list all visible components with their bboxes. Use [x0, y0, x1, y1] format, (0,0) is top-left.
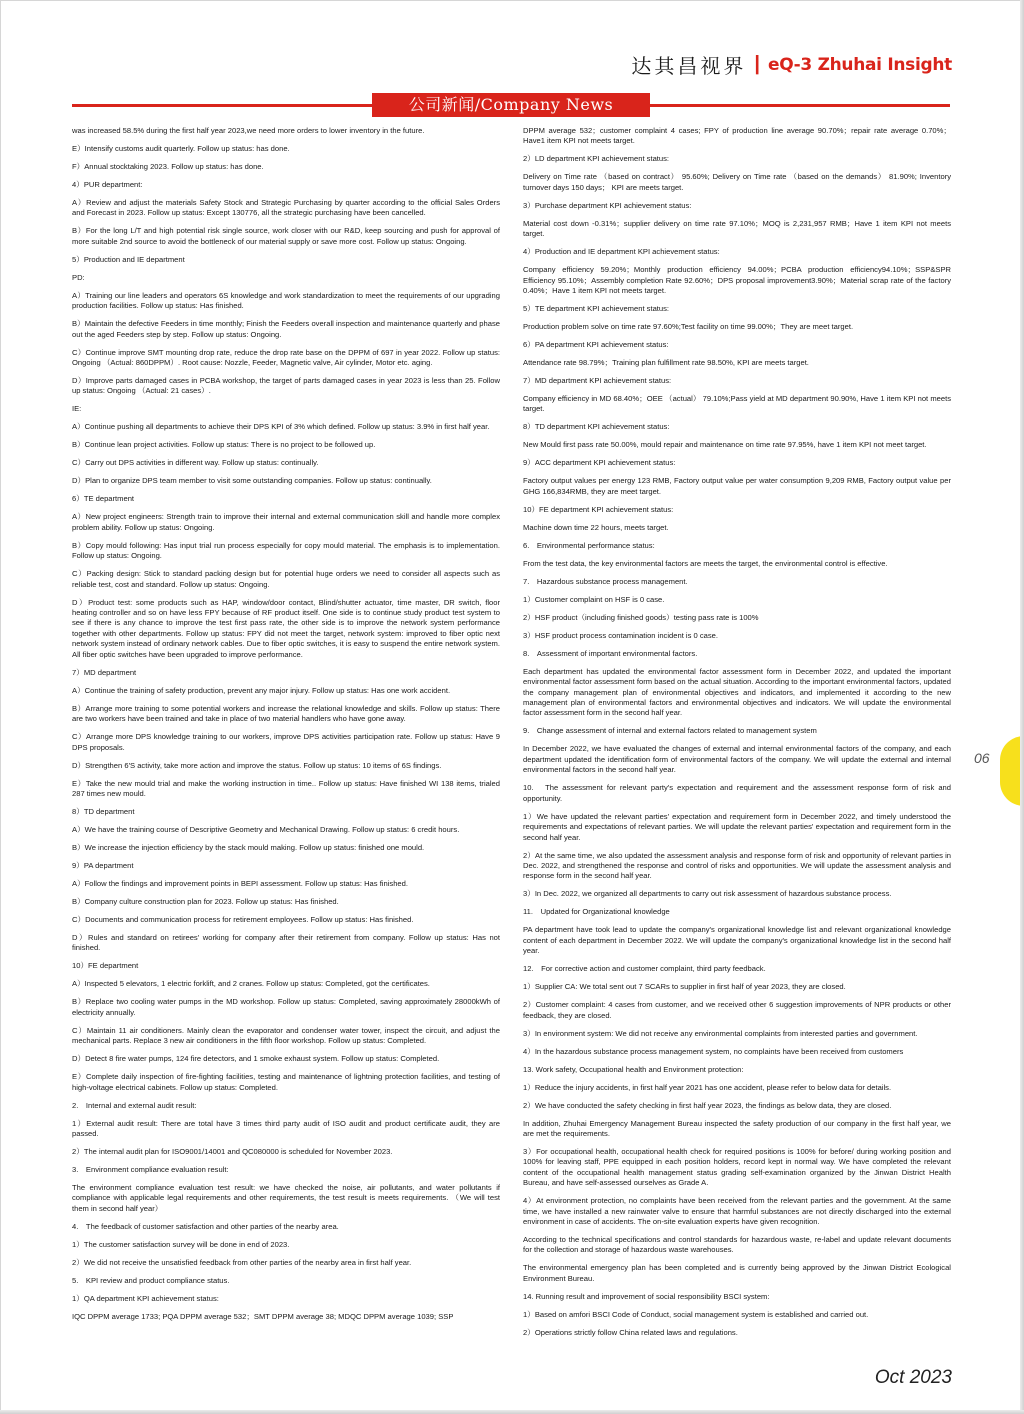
- masthead: [631, 50, 952, 79]
- paragraph: 9. Change assessment of internal and external factors related to management system: [523, 726, 817, 736]
- paragraph: IE:: [72, 404, 82, 414]
- paragraph: Machine down time 22 hours, meets target.: [523, 522, 669, 532]
- paragraph: A）Continue pushing all departments to achieve their DPS KPI of 3% which defined. Follow up status: 3.9% in first half year.: [72, 422, 490, 432]
- paragraph: In addition, Zhuhai Emergency Management Bureau inspected the safety production of our company in the first half year, we are met the requirements.: [523, 1118, 951, 1138]
- paragraph: 12. For corrective action and customer complaint, third party feedback.: [523, 964, 766, 974]
- paragraph: 3）HSF product process contamination incident is 0 case.: [523, 630, 719, 640]
- paragraph: F）Annual stocktaking 2023. Follow up status: has done.: [72, 162, 264, 171]
- paragraph: E）Complete daily inspection of fire-fighting facilities, testing and maintenance of lightning protection facilities, and testing of high-voltage electrical cabinets. Follow up status: Completed.: [72, 1072, 500, 1092]
- paragraph: 3）For occupational health, occupational health check for required positions is 100% for before/ during working position and 100% for leaving staff, PPE equipped in each position holders, record kept in normal way. We have completed the relevant content of the occupational health management status grading self-examination organized by the Jinwan District Health Bureau, and have self-assessed ourselves as Grade A.: [523, 1146, 951, 1188]
- paragraph: 8. Assessment of important environmental factors.: [523, 648, 698, 658]
- paragraph: B）For the long L/T and high potential risk single source, work closer with our R&D, keep sourcing and push for approval of more suitable 2nd source to avoid the bottleneck of our material supply or save more cost. Follow up status: Ongoing.: [72, 226, 500, 246]
- paragraph: According to the technical specifications and control standards for hazardous waste, re-label and update relevant documents for the collection and storage of hazardous waste warehouses.: [523, 1234, 951, 1255]
- paragraph: From the test data, the key environmental factors are meets the target, the environmental control is effective.: [523, 558, 888, 568]
- paragraph: The environment compliance evaluation test result: we have checked the noise, air pollutants, and water pollutants if compliance with applicable legal requirements and other requirements, the test result is meets requirements. （We will test them in second half year）: [72, 1182, 500, 1213]
- page-shadow-right: [1020, 0, 1024, 1414]
- paragraph: 4）PUR department:: [72, 180, 143, 189]
- paragraph: 10）FE department KPI achievement status:: [523, 504, 674, 514]
- paragraph: 4）In the hazardous substance process management system, no complaints have been received from customers: [523, 1046, 904, 1056]
- paragraph: B）We increase the injection efficiency by the stack mould making. Follow up status: finished one mould.: [72, 842, 425, 852]
- paragraph: 2）Operations strictly follow China related laws and regulations.: [523, 1327, 738, 1337]
- paragraph: E）Intensify customs audit quarterly. Follow up status: has done.: [72, 144, 290, 153]
- paragraph: Delivery on Time rate （based on contract） 95.60%; Delivery on Time rate （based on the demands） 81.90%; Inventory turnover days 150 days； KPI are meets target.: [523, 172, 951, 192]
- paragraph: 10）FE department: [72, 961, 139, 971]
- paragraph: 11. Updated for Organizational knowledge: [523, 907, 670, 917]
- paragraph: C）Packing design: Stick to standard packing design but for potential huge orders we need to consider all aspects such as reliable test, cost and standard. Follow up status: Ongoing.: [72, 569, 500, 589]
- paragraph: C）Carry out DPS activities in different way. Follow up status: continually.: [72, 458, 319, 468]
- left-column: [72, 126, 500, 1330]
- paragraph: D）Product test: some products such as HAP, window/door contact, Blind/shutter actuator, time master, DR switch, floor heating controller and so on have less FPY because of RF product itself. One side is to continue study product test system to see if there is any chance to improve the test first pass rate, the other side is to improve the network system performance together with other departments. Follow up status: FPY did not meet the target, network system: improved to fiber optic next network system instead of ordinary network cables. Due to fiber optic switches, it is easy to suspend the entire network system. All fiber optic switches have been upgraded to improve performance.: [72, 597, 500, 659]
- paragraph: 2）We did not receive the unsatisfied feedback from other parties of the nearby area in first half year.: [72, 1257, 412, 1267]
- paragraph: C）Maintain 11 air conditioners. Mainly clean the evaporator and condenser water tower, inspect the circuit, and adjust the mechanical parts. Replace 3 new air conditioners in the fifth floor workshop. Follow up status: Completed.: [72, 1025, 500, 1046]
- paragraph: 4. The feedback of customer satisfaction and other parties of the nearby area.: [72, 1221, 339, 1231]
- paragraph: 1）Based on amfori BSCI Code of Conduct, social management system is established and carried out.: [523, 1309, 869, 1319]
- paragraph: A）Training our line leaders and operators 6S knowledge and work standardization to meet the requirements of our upgrading production facilities. Follow up status: Has finished.: [72, 290, 500, 311]
- paragraph: DPPM average 532；customer complaint 4 cases; FPY of production line average 90.70%；repair rate average 0.70%；Have1 item KPI not meets target.: [523, 126, 951, 146]
- paragraph: 1）The customer satisfaction survey will be done in end of 2023.: [72, 1239, 290, 1249]
- paragraph: B）Replace two cooling water pumps in the MD workshop. Follow up status: Completed, saving approximately 28000kWh of electricity annually.: [72, 997, 500, 1017]
- paragraph: C）Continue improve SMT mounting drop rate, reduce the drop rate base on the DPPM of 697 in year 2022. Follow up status: Ongoing （Actual: 860DPPM）. Root cause: Nozzle, Feeder, Magnetic valve, Air cylinder, Motor etc. aging.: [72, 347, 500, 368]
- paragraph: was increased 58.5% during the first half year 2023,we need more orders to lower inventory in the future.: [72, 126, 425, 135]
- paragraph: 2）At the same time, we also updated the assessment analysis and response form of risk and opportunity of relevant parties in Dec. 2022, and strengthened the response and control of risks and opportunities. We will update the assessment analysis and response form in the second half year.: [523, 850, 951, 881]
- paragraph: 3. Environment compliance evaluation result:: [72, 1164, 229, 1174]
- paragraph: D）Detect 8 fire water pumps, 124 fire detectors, and 1 smoke exhaust system. Follow up status: Completed.: [72, 1054, 440, 1064]
- paragraph: 1）Supplier CA: We total sent out 7 SCARs to supplier in first half of year 2023, they are closed.: [523, 982, 846, 992]
- paragraph: 6）PA department KPI achievement status:: [523, 340, 669, 350]
- paragraph: 3）In environment system: We did not receive any environmental complaints from interested parties and government.: [523, 1028, 918, 1038]
- paragraph: A）New project engineers: Strength train to improve their internal and external communication skill and handle more complex problem ability. Follow up status: Ongoing.: [72, 512, 500, 532]
- masthead-chinese-title: 达其昌视界: [631, 54, 747, 78]
- paragraph: 4）At environment protection, no complaints have been received from the relevant parties and the government. At the same time, we have installed a new rainwater valve to ensure that harmful substances are not directly discharged into the external environment in case of accidents. The on-site evaluation experts have given recognition.: [523, 1196, 951, 1226]
- paragraph: Factory output values per energy 123 RMB, Factory output value per water consumption 9,209 RMB, Factory output value per GHG 166,834RMB, they are meet target.: [523, 476, 951, 496]
- issue-date: Oct 2023: [874, 1367, 952, 1388]
- paragraph: 13. Work safety, Occupational health and Environment protection:: [523, 1064, 744, 1074]
- paragraph: PD:: [72, 272, 85, 282]
- paragraph: 2. Internal and external audit result:: [72, 1100, 197, 1110]
- paragraph: 14. Running result and improvement of social responsibility BSCI system:: [523, 1291, 770, 1301]
- paragraph: B）Arrange more training to some potential workers and increase the relational knowledge and skills. Follow up status: There are two workers have been trained and take in place of two material handlers who have gone away.: [72, 703, 500, 724]
- paragraph: PA department have took lead to update the company's organizational knowledge list and relevant organizational knowledge content of each department in December 2022. We will update the company's organizational knowledge list in the second half year.: [523, 925, 951, 956]
- paragraph: 1）We have updated the relevant parties' expectation and requirement form in December 2022, and timely understood the requirements and expectations of relevant parties. We will update the relevant parties' expectation and requirement form in the second half year.: [523, 811, 951, 842]
- paragraph: Production problem solve on time rate 97.60%;Test facility on time 99.00%；They are meet target.: [523, 322, 854, 332]
- paragraph: B）Maintain the defective Feeders in time monthly; Finish the Feeders overall inspection and maintenance quarterly and phase out the aged Feeders step by step. Follow up status: Ongoing.: [72, 319, 500, 339]
- paragraph: 2）LD department KPI achievement status:: [523, 154, 670, 164]
- masthead-english-title: eQ-3 Zhuhai Insight: [767, 54, 952, 75]
- paragraph: Company efficiency in MD 68.40%；OEE （actual） 79.10%;Pass yield at MD department 90.90%, Have 1 item KPI not meets target.: [523, 394, 951, 414]
- paragraph: Company efficiency 59.20%；Monthly production efficiency 94.00%；PCBA production efficiency94.10%；SSP&SPR Efficiency 95.10%；Assembly completion Rate 92.60%；DPS proposal improvement3.90%；Material scrap rate of the factory 0.40%；Have 1 item KPI not meets target.: [523, 265, 951, 296]
- paragraph: B）Continue lean project activities. Follow up status: There is no project to be followed up.: [72, 440, 376, 450]
- paragraph: 5）TE department KPI achievement status:: [523, 304, 670, 314]
- paragraph: D）Rules and standard on retirees' working for company after their retirement from company. Follow up status: Has not finished.: [72, 932, 500, 953]
- paragraph: The environmental emergency plan has been completed and is currently being approved by the Jinwan District Ecological Environment Bureau.: [523, 1263, 951, 1283]
- paragraph: 7）MD department: [72, 667, 137, 677]
- paragraph: 1）External audit result: There are total have 3 times third party audit of ISO audit and product certificate audit, they are passed.: [72, 1118, 500, 1138]
- paragraph: 5. KPI review and product compliance status.: [72, 1275, 230, 1285]
- paragraph: A）We have the training course of Descriptive Geometry and Mechanical Drawing. Follow up status: 6 credit hours.: [72, 824, 460, 834]
- section-banner: 公司新闻/Company News: [372, 93, 650, 117]
- paragraph: 1）QA department KPI achievement status:: [72, 1293, 219, 1303]
- paragraph: 2）The internal audit plan for ISO9001/14001 and QC080000 is scheduled for November 2023.: [72, 1146, 393, 1156]
- masthead-separator: |: [754, 53, 760, 75]
- paragraph: 6）TE department: [72, 494, 135, 504]
- paragraph: C）Arrange more DPS knowledge training to our workers, improve DPS activities participation rate. Follow up status: Have 9 DPS proposals.: [72, 732, 500, 752]
- paragraph: Material cost down -0.31%；supplier delivery on time rate 97.10%；MOQ is 2,231,957 RMB；Have 1 item KPI not meets target.: [523, 218, 951, 239]
- paragraph: A）Continue the training of safety production, prevent any major injury. Follow up status: Has one work accident.: [72, 685, 451, 695]
- right-column: [523, 126, 951, 1346]
- paragraph: In December 2022, we have evaluated the changes of external and internal environmental factors of the company, and each department updated the identification form of environmental factors of the company. We will update the external and internal environmental factors in the second half year.: [523, 744, 951, 775]
- paragraph: 9）ACC department KPI achievement status:: [523, 458, 676, 468]
- paragraph: Attendance rate 98.79%；Training plan fulfillment rate 98.50%, KPI are meets target.: [523, 358, 809, 368]
- paragraph: A）Review and adjust the materials Safety Stock and Strategic Purchasing by quarter according to the official Sales Orders and Forecast in 2023. Follow up status: Except 130776, all the strategic purchasing have been cancelled.: [72, 198, 500, 218]
- paragraph: A）Inspected 5 elevators, 1 electric forklift, and 2 cranes. Follow up status: Completed, got the certificates.: [72, 979, 430, 989]
- paragraph: D）Improve parts damaged cases in PCBA workshop, the target of parts damaged cases in year 2023 is less than 25. Follow up status: Ongoing （Actual: 21 cases）.: [72, 376, 500, 396]
- paragraph: New Mould first pass rate 50.00%, mould repair and maintenance on time rate 97.95%, have 1 item KPI not meet target.: [523, 440, 927, 450]
- paragraph: D）Strengthen 6'S activity, take more action and improve the status. Follow up status: 10 items of 6S findings.: [72, 760, 442, 770]
- paragraph: 8）TD department KPI achievement status:: [523, 422, 670, 432]
- paragraph: 2）HSF product（including finished goods）testing pass rate is 100%: [523, 612, 759, 622]
- page-shadow-bottom: [0, 1410, 1024, 1414]
- paragraph: 5）Production and IE department: [72, 254, 185, 264]
- paragraph: 10. The assessment for relevant party's expectation and requirement and the assessment response form of risk and opportunity.: [523, 783, 951, 803]
- paragraph: Each department has updated the environmental factor assessment form in December 2022, and updated the important environmental factor assessment form based on the actual situation. According to the important environmental factors, updated the company management plan of environmental objectives and indicators, and implemented it according to the new management plan of environmental factors and environmental objectives and indicators. We will update the environmental factor assessment form in the second half year.: [523, 666, 951, 718]
- paragraph: 4）Production and IE department KPI achievement status:: [523, 247, 720, 257]
- paragraph: B）Company culture construction plan for 2023. Follow up status: Has finished.: [72, 896, 339, 906]
- paragraph: 6. Environmental performance status:: [523, 540, 655, 550]
- paragraph: 9）PA department: [72, 860, 134, 870]
- paragraph: C）Documents and communication process for retirement employees. Follow up status: Has finished.: [72, 914, 414, 924]
- paragraph: 1）Reduce the injury accidents, in first half year 2021 has one accident, please refer to below data for details.: [523, 1082, 892, 1092]
- paragraph: 7. Hazardous substance process management.: [523, 576, 688, 586]
- paragraph: 7）MD department KPI achievement status:: [523, 376, 672, 386]
- paragraph: A）Follow the findings and improvement points in BEPI assessment. Follow up status: Has finished.: [72, 878, 408, 888]
- paragraph: 2）We have conducted the safety checking in first half year 2023, the findings as below data, they are closed.: [523, 1100, 892, 1110]
- paragraph: E）Take the new mould trial and make the working instruction in time.. Follow up status: Have finished WI 138 items, trialed 287 times new mould.: [72, 778, 500, 798]
- paragraph: 2）Customer complaint: 4 cases from customer, and we received other 6 suggestion improvements of NPR products or other feedback, they are closed.: [523, 1000, 951, 1020]
- paragraph: 1）Customer complaint on HSF is 0 case.: [523, 594, 665, 604]
- page-number: 06: [974, 750, 990, 766]
- paragraph: 3）Purchase department KPI achievement status:: [523, 200, 692, 210]
- paragraph: IQC DPPM average 1733; PQA DPPM average 532；SMT DPPM average 38; MDQC DPPM average 1039; SSP: [72, 1311, 454, 1321]
- paragraph: 3）In Dec. 2022, we organized all departments to carry out risk assessment of hazardous substance process.: [523, 889, 892, 899]
- paragraph: 8）TD department: [72, 806, 135, 816]
- paragraph: B）Copy mould following: Has input trial run process especially for copy mould material. The emphasis is to implementation. Follow up status: Ongoing.: [72, 540, 500, 561]
- paragraph: D）Plan to organize DPS team member to visit some outstanding companies. Follow up status: continually.: [72, 476, 432, 486]
